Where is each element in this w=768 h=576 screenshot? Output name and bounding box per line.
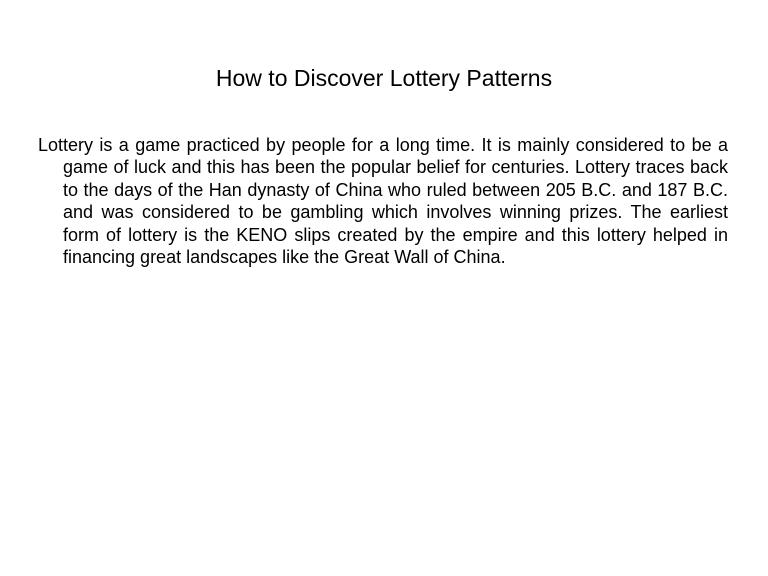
slide-title: How to Discover Lottery Patterns — [215, 65, 553, 91]
slide-body-paragraph: Lottery is a game practiced by people for a long time. It is mainly considered to be a game of luck and this has been the popular belief for centuries. Lottery traces back to the days of the Han dynasty of China who ruled between 205 B.C. and 187 B.C. and was considered to be gambling which involves winning prizes. The earliest form of lottery is the KENO slips created by the empire and this lottery helped in financing great landscapes like the Great Wall of China. — [38, 135, 728, 268]
